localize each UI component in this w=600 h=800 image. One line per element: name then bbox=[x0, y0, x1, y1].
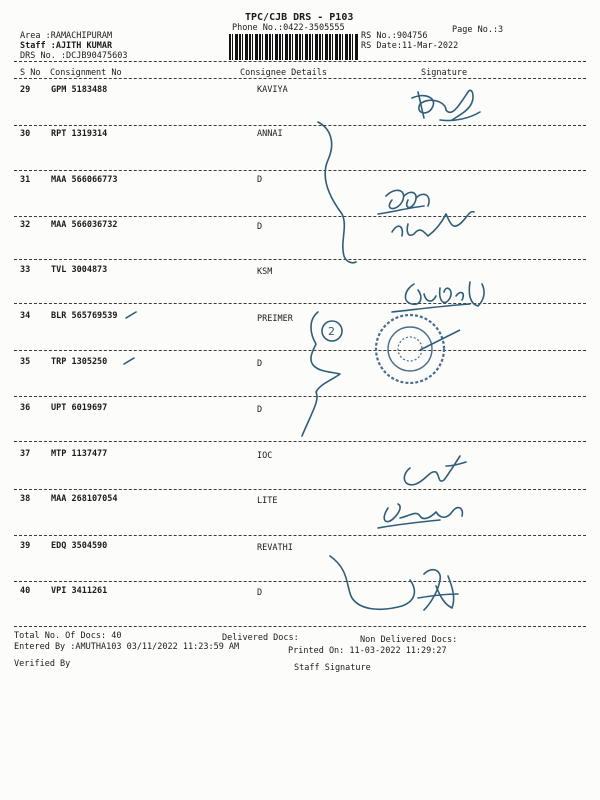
row-sno: 30 bbox=[20, 129, 31, 139]
row-consignment-no: GPM 5183488 bbox=[51, 85, 108, 95]
row-consignment-no: MAA 566036732 bbox=[51, 220, 118, 230]
signature-row-40 bbox=[418, 570, 458, 610]
row-consignee: D bbox=[257, 588, 263, 598]
row-consignment-no: RPT 1319314 bbox=[51, 129, 108, 139]
check-mark bbox=[124, 312, 136, 364]
col-header-consignee: Consignee Details bbox=[240, 68, 327, 78]
col-header-signature: Signature bbox=[421, 68, 468, 78]
office-stamp bbox=[376, 315, 460, 383]
row-consignment-no: TVL 3004873 bbox=[51, 265, 108, 275]
row-consignee: REVATHI bbox=[257, 543, 293, 553]
phone-number: Phone No.:0422-3505555 bbox=[232, 23, 345, 33]
row-consignment-no: EDQ 3504590 bbox=[51, 541, 108, 551]
area-label: Area :RAMACHIPURAM bbox=[20, 31, 113, 41]
verified-by: Verified By bbox=[14, 659, 71, 669]
row-sno: 32 bbox=[20, 220, 31, 230]
doc-title: TPC/CJB DRS - P103 bbox=[245, 12, 354, 23]
row-sno: 36 bbox=[20, 403, 31, 413]
row-consignee: D bbox=[257, 359, 263, 369]
entered-by: Entered By :AMUTHA103 03/11/2022 11:23:59 AM bbox=[14, 642, 240, 652]
non-delivered-docs: Non Delivered Docs: bbox=[360, 635, 458, 645]
row-sno: 35 bbox=[20, 357, 31, 367]
row-sno: 34 bbox=[20, 311, 31, 321]
col-header-sno: S No bbox=[20, 68, 41, 78]
row-consignment-no: VPI 3411261 bbox=[51, 586, 108, 596]
rs-date: RS Date:11-Mar-2022 bbox=[361, 41, 459, 51]
row-consignment-no: MAA 566066773 bbox=[51, 175, 118, 185]
total-docs: Total No. Of Docs: 40 bbox=[14, 631, 122, 641]
row-sno: 29 bbox=[20, 85, 31, 95]
staff-signature-label: Staff Signature bbox=[294, 663, 371, 673]
signature-row-29 bbox=[412, 90, 480, 120]
rs-number: RS No.:904756 bbox=[361, 31, 428, 41]
row-consignment-no: MAA 268107054 bbox=[51, 494, 118, 504]
col-header-consignment: Consignment No bbox=[50, 68, 122, 78]
row-consignee: D bbox=[257, 222, 263, 232]
signature-row-32 bbox=[392, 212, 474, 236]
row-sno: 40 bbox=[20, 586, 31, 596]
row-consignee: D bbox=[257, 175, 263, 185]
row-consignment-no: TRP 1305250 bbox=[51, 357, 108, 367]
row-sno: 37 bbox=[20, 449, 31, 459]
row-sno: 38 bbox=[20, 494, 31, 504]
staff-label: Staff :AJITH KUMAR bbox=[20, 41, 113, 51]
row-consignment-no: UPT 6019697 bbox=[51, 403, 108, 413]
signature-row-31 bbox=[378, 190, 429, 214]
printed-on: Printed On: 11-03-2022 11:29:27 bbox=[288, 646, 447, 656]
row-consignee: D bbox=[257, 405, 263, 415]
row-consignment-no: MTP 1137477 bbox=[51, 449, 108, 459]
signature-row-37 bbox=[404, 456, 466, 485]
row-consignee: LITE bbox=[257, 496, 278, 506]
signature-row-34 bbox=[392, 282, 484, 312]
signature-row-38 bbox=[378, 504, 462, 528]
drs-number: DRS No. :DCJB90475603 bbox=[20, 51, 128, 61]
delivery-line-bottom bbox=[330, 556, 414, 609]
delivery-line-upper bbox=[318, 122, 356, 263]
row-consignee: IOC bbox=[257, 451, 273, 461]
row-consignment-no: BLR 565769539 bbox=[51, 311, 118, 321]
row-sno: 31 bbox=[20, 175, 31, 185]
row-consignee: KAVIYA bbox=[257, 85, 288, 95]
page-number: Page No.:3 bbox=[452, 25, 504, 35]
delivered-docs: Delivered Docs: bbox=[222, 633, 299, 643]
row-sno: 39 bbox=[20, 541, 31, 551]
row-consignee: KSM bbox=[257, 267, 273, 277]
circled-number: 2 bbox=[328, 325, 335, 338]
row-consignee: ANNAI bbox=[257, 129, 283, 139]
row-sno: 33 bbox=[20, 265, 31, 275]
row-consignee: PREIMER bbox=[257, 314, 293, 324]
